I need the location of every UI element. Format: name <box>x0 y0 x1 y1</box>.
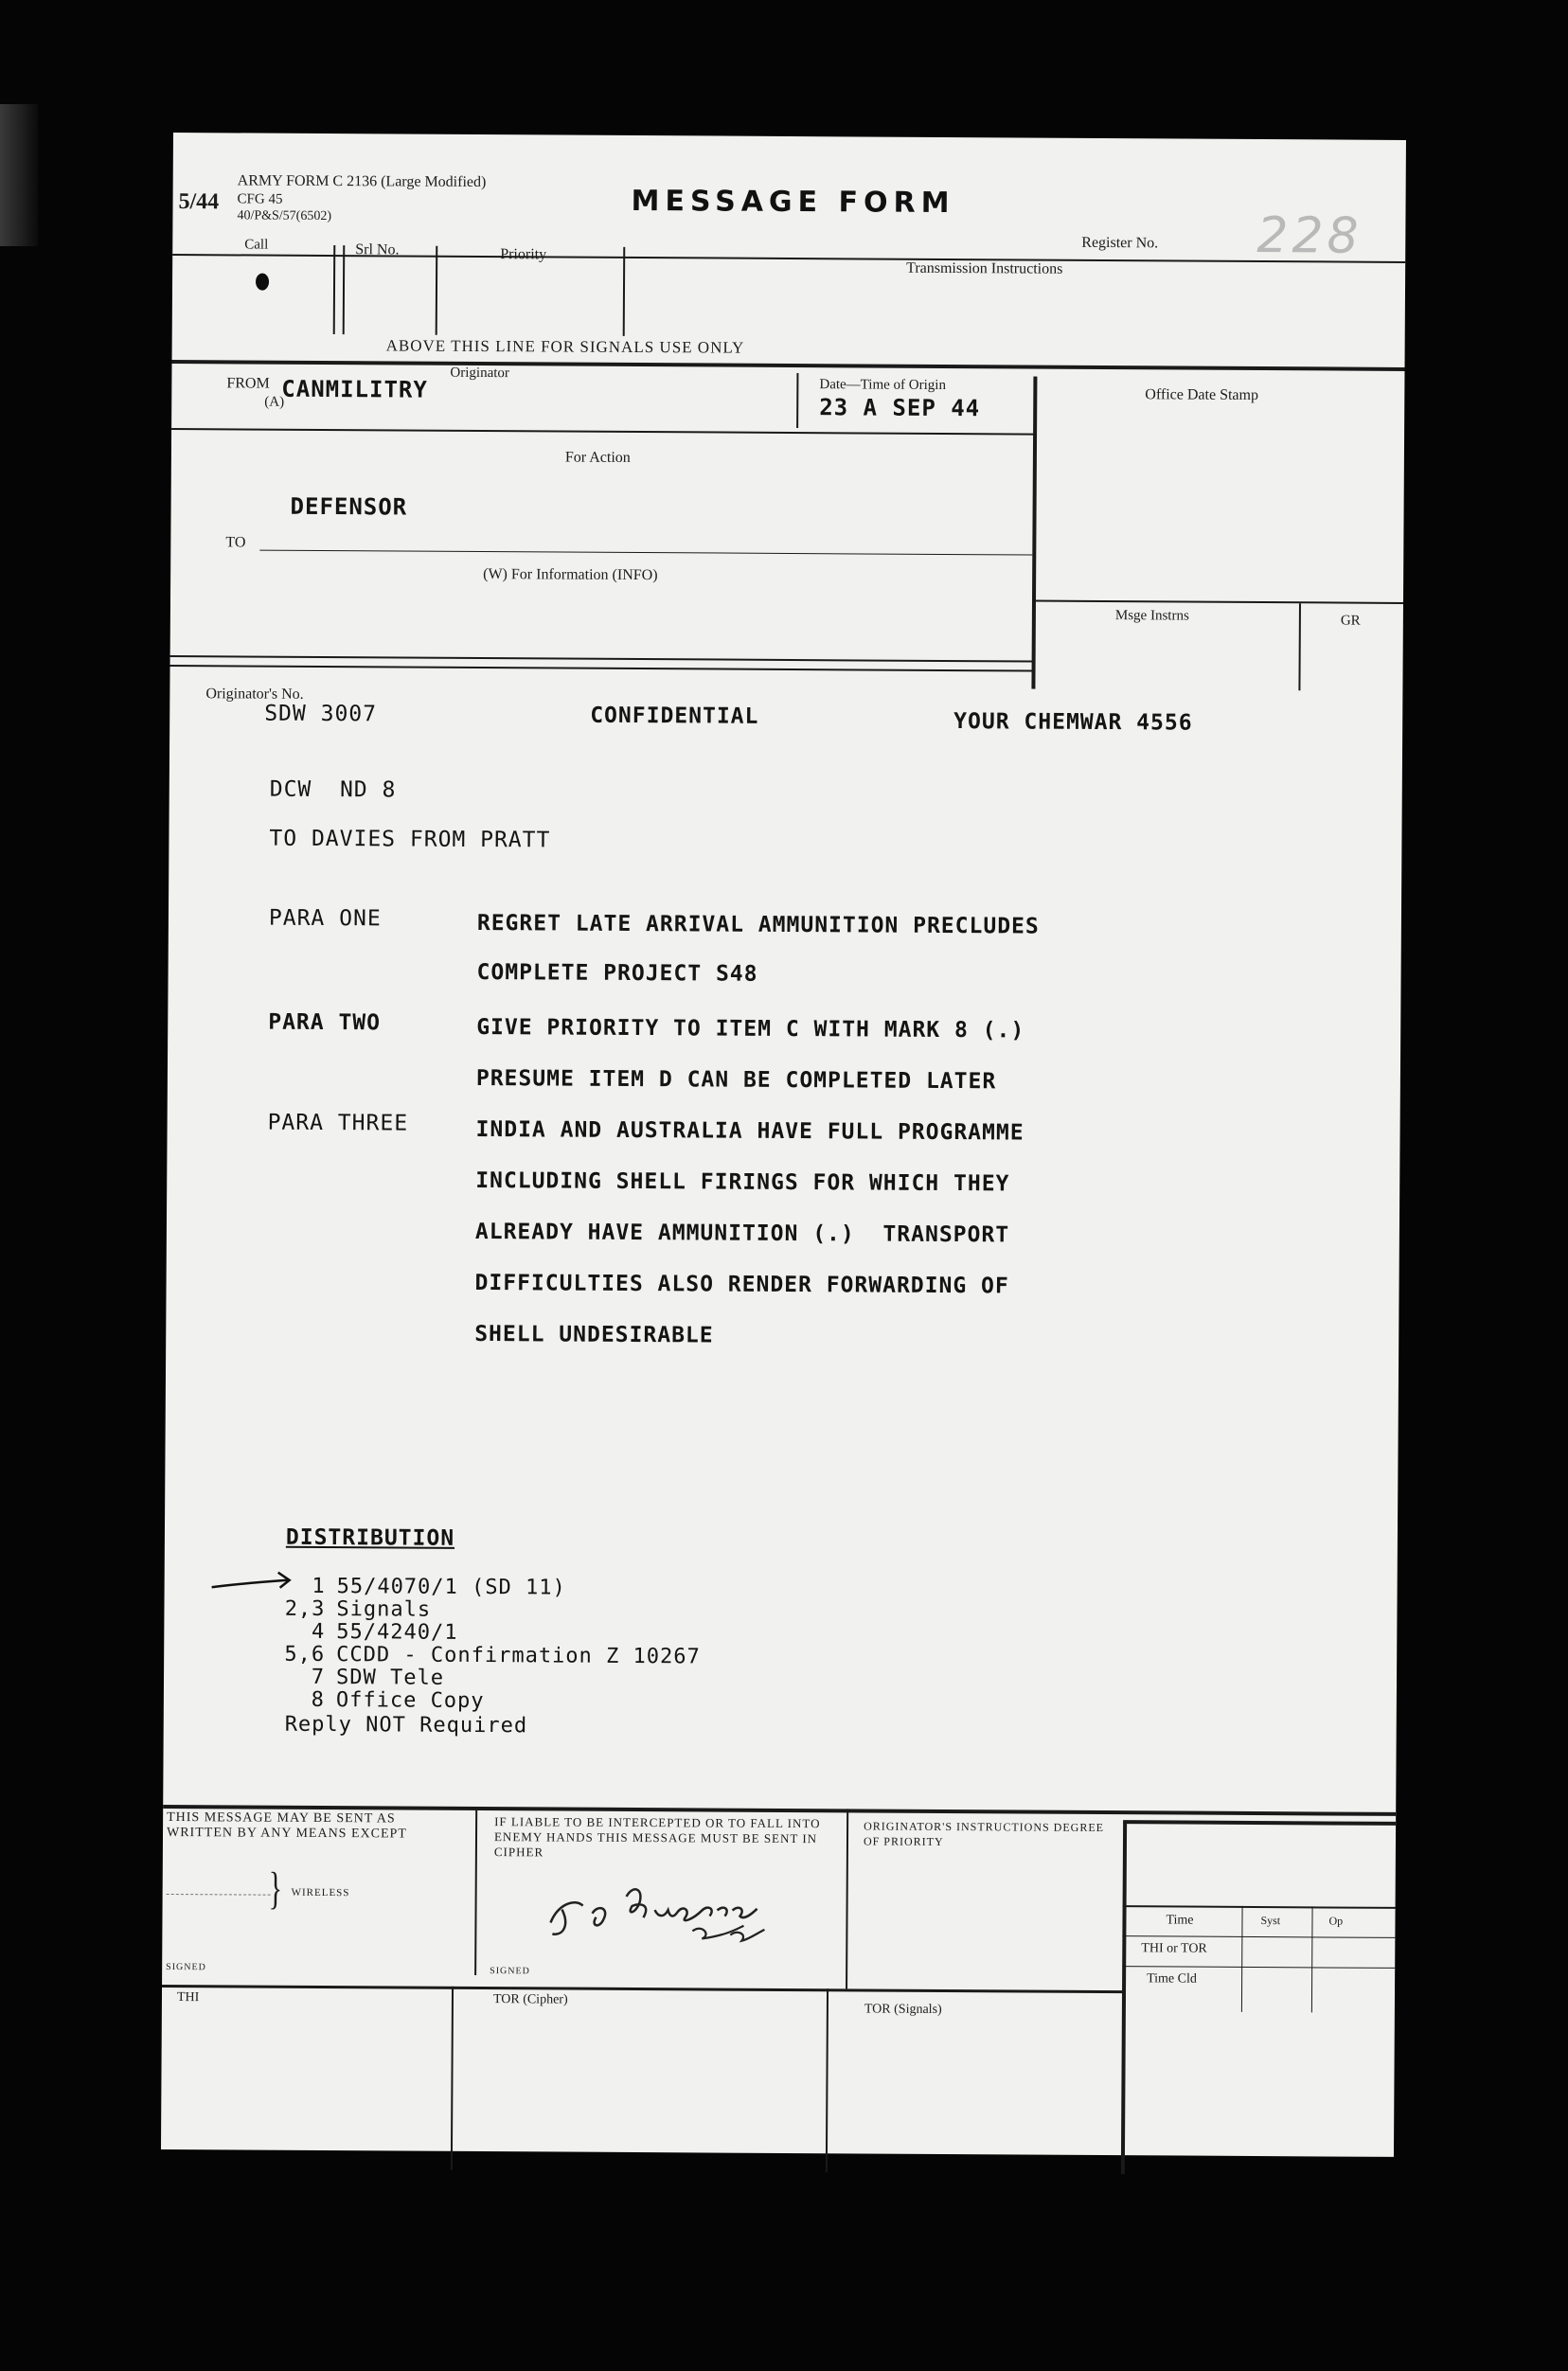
dcw-line: DCW ND 8 <box>269 776 397 803</box>
distribution-text: SDW Tele <box>335 1666 445 1690</box>
distribution-num: 5,6 <box>284 1642 326 1667</box>
op-label: Op <box>1328 1914 1344 1928</box>
for-info-label: (W) For Information (INFO) <box>483 566 658 584</box>
wireless-label: WIRELESS <box>291 1886 350 1899</box>
syst-label: Syst <box>1260 1914 1281 1928</box>
form-heading: MESSAGE FORM <box>631 184 955 221</box>
for-action-label: For Action <box>564 449 631 466</box>
thi-label: THI <box>176 1990 200 2006</box>
para-label: PARA THREE <box>267 1110 409 1136</box>
from-value: CANMILITRY <box>281 375 428 403</box>
transmission-instructions-label: Transmission Instructions <box>906 259 1063 277</box>
time-label: Time <box>1166 1913 1194 1928</box>
priority-label: Priority <box>500 246 547 263</box>
to-from-line: TO DAVIES FROM PRATT <box>269 826 551 853</box>
para-label: PARA ONE <box>268 905 382 932</box>
written-text: THIS MESSAGE MAY BE SENT AS WRITTEN BY ANY MEANS EXCEPT <box>166 1809 407 1842</box>
form-ref: 5/44 <box>178 189 220 215</box>
from-sub-label: (A) <box>264 394 285 410</box>
call-mark <box>256 274 269 291</box>
dto-value: 23 A SEP 44 <box>819 394 981 422</box>
para-line: INDIA AND AUSTRALIA HAVE FULL PROGRAMME <box>475 1116 1025 1146</box>
gr-label: GR <box>1340 613 1361 629</box>
message-form-sheet: 5/44 ARMY FORM C 2136 (Large Modified) CFG 45 40/P&S/57(6502) MESSAGE FORM Register No. 228 Call Srl No. Priority Transmission Instructions ABOVE THIS LINE FOR SIGNALS USE ONLY FROM (A) Originator CANMILITRY Date—Time of Origin 23 A SEP 44 Office Date Stamp For Action DEFENSOR TO (W) For Information (INFO) Msge Instrns GR Originator's No. SDW 3007 CONFIDENTIAL YOUR CHEMWAR 4556 DCW ND 8 TO DAVIES FROM PRATT PARA ONE REGRET LATE ARRIVAL AMMUNITION PRECLUDES COMPLETE PROJECT S48 PARA TWO GIVE PRIORITY TO ITEM C WITH MARK 8 (.) PRESUME ITEM D CAN BE COMPLETED LATER PARA THREE INDIA AND AUSTRALIA HAVE FULL PROGRAMME INCLUDING SHELL FIRINGS FOR WHICH THEY ALREADY HAVE AMMUNITION (.) TRANSPORT DIFFICULTIES ALSO RENDER FORWARDING OF SHELL UNDESIRABLE DISTRIBUTION 1 55/4070/1 (SD 11) 2,3 Signals 4 55/4240/1 5,6 CCDD - Confirmation Z 10267 7 SDW Tele 8 Office Copy Reply NOT Required THIS MESSAGE MAY BE SENT AS WRITTEN BY ANY MEANS EXCEPT } WIRELESS SIGNED IF LIABLE TO BE INTERCEPTED OR TO FALL INTO ENEMY HANDS THIS MESSAGE MUST BE SENT IN CIPHER SIGNED ORIGINATOR'S INSTRUCTIONS DEGREE OF PRIORITY Time Syst Op THI or TOR Time Cld THI TOR (Cipher) TOR (Signals) <box>161 133 1406 2157</box>
time-cld-label: Time Cld <box>1147 1971 1197 1987</box>
originators-no-value: SDW 3007 <box>264 701 378 727</box>
para-line: DIFFICULTIES ALSO RENDER FORWARDING OF <box>474 1270 1009 1299</box>
tor-signals-label: TOR (Signals) <box>864 2002 942 2017</box>
call-label: Call <box>244 237 269 253</box>
para-line: COMPLETE PROJECT S48 <box>476 959 758 987</box>
form-code-1: CFG 45 <box>237 191 283 207</box>
thi-or-tor-label: THI or TOR <box>1141 1941 1207 1956</box>
to-action-value: DEFENSOR <box>290 492 408 521</box>
office-date-stamp-label: Office Date Stamp <box>1145 386 1259 404</box>
signed-label-mid: SIGNED <box>490 1966 530 1977</box>
form-code-2: 40/P&S/57(6502) <box>237 208 332 224</box>
distribution-num: 4 <box>312 1619 326 1645</box>
arrow-mark-icon <box>210 1570 295 1598</box>
distribution-num: 1 <box>312 1574 326 1599</box>
para-line: GIVE PRIORITY TO ITEM C WITH MARK 8 (.) <box>476 1014 1025 1043</box>
distribution-text: Signals <box>336 1597 432 1622</box>
para-line: REGRET LATE ARRIVAL AMMUNITION PRECLUDES <box>476 910 1040 939</box>
distribution-text: Office Copy <box>335 1688 485 1714</box>
distribution-num: 8 <box>311 1687 325 1713</box>
above-line-note: ABOVE THIS LINE FOR SIGNALS USE ONLY <box>385 336 745 357</box>
register-label: Register No. <box>1081 234 1159 252</box>
para-line: PRESUME ITEM D CAN BE COMPLETED LATER <box>475 1065 997 1095</box>
distribution-title: DISTRIBUTION <box>285 1524 455 1551</box>
cipher-instruction: IF LIABLE TO BE INTERCEPTED OR TO FALL INTO ENEMY HANDS THIS MESSAGE MUST BE SENT IN CIPHER <box>493 1814 821 1860</box>
para-line: INCLUDING SHELL FIRINGS FOR WHICH THEY <box>475 1168 1010 1197</box>
para-line: ALREADY HAVE AMMUNITION (.) TRANSPORT <box>474 1219 1010 1248</box>
originators-no-label: Originator's No. <box>205 686 304 703</box>
dto-label: Date—Time of Origin <box>819 377 947 393</box>
originators-instructions-label: ORIGINATOR'S INSTRUCTIONS DEGREE OF PRIORITY <box>863 1819 1105 1849</box>
srl-no-label: Srl No. <box>355 241 400 258</box>
distribution-text: 55/4240/1 <box>336 1620 458 1645</box>
to-label: TO <box>225 534 246 551</box>
signed-label-left: SIGNED <box>166 1961 206 1973</box>
distribution-text: CCDD - Confirmation Z 10267 <box>336 1643 701 1669</box>
originator-label: Originator <box>450 365 509 382</box>
distribution-num: 7 <box>311 1665 326 1690</box>
officer-signature <box>541 1875 806 1952</box>
distribution-num: 2,3 <box>284 1596 326 1622</box>
classification: CONFIDENTIAL <box>590 703 759 729</box>
msge-instrns-label: Msge Instrns <box>1114 608 1189 624</box>
reference: YOUR CHEMWAR 4556 <box>953 709 1193 736</box>
tor-cipher-label: TOR (Cipher) <box>492 1992 568 2007</box>
reply-note: Reply NOT Required <box>284 1712 528 1738</box>
from-label: FROM <box>226 375 270 392</box>
form-title: ARMY FORM C 2136 (Large Modified) <box>237 172 487 191</box>
scan-edge <box>0 104 38 246</box>
register-value: 228 <box>1256 206 1363 265</box>
distribution-text: 55/4070/1 (SD 11) <box>336 1575 566 1600</box>
para-line: SHELL UNDESIRABLE <box>474 1321 714 1348</box>
para-label: PARA TWO <box>268 1009 382 1036</box>
